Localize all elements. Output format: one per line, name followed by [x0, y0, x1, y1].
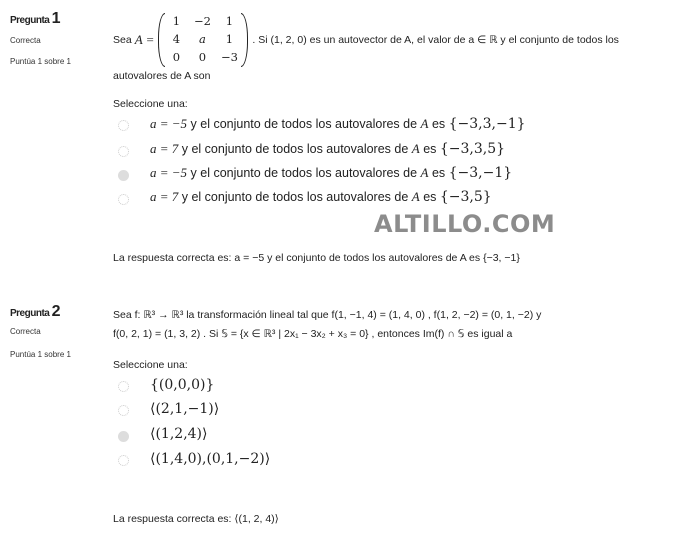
correct-answer: La respuesta correcta es: a = −5 y el conjunto de todos los autovalores de A es {−3, −1}: [113, 252, 520, 264]
question-status: Correcta: [10, 36, 41, 45]
option-math: a = −5: [150, 116, 188, 131]
option-set: {−3,3,−1}: [448, 116, 526, 132]
radio-option-1[interactable]: [118, 381, 129, 392]
matrix-cell: −2: [193, 14, 211, 28]
option-var: A: [420, 165, 429, 180]
question-number: 2: [51, 303, 61, 320]
option-text: y el conjunto de todos los autovalores de: [187, 166, 421, 180]
option-3[interactable]: ⟨(1,2,4)⟩: [150, 426, 208, 442]
option-4[interactable]: [150, 189, 492, 205]
question-1-prompt: [113, 12, 619, 68]
option-set: {−3,3,5}: [439, 141, 506, 157]
question-label: Pregunta: [10, 308, 50, 319]
option-text: y el conjunto de todos los autovalores de: [178, 190, 412, 204]
option-text: y el conjunto de todos los autovalores de: [187, 117, 421, 131]
radio-option-3-selected[interactable]: [118, 431, 129, 442]
option-1[interactable]: [150, 116, 526, 132]
option-4[interactable]: ⟨(1,4,0),(0,1,−2)⟩: [150, 451, 271, 467]
question-2-heading: [10, 303, 60, 321]
question-1-heading: [10, 10, 60, 28]
option-3[interactable]: [150, 165, 512, 181]
option-2[interactable]: [150, 141, 505, 157]
option-1[interactable]: {(0,0,0)}: [150, 377, 215, 393]
prompt-line2: f(0, 2, 1) = (1, 3, 2) . Si 𝕊 = {x ∈ ℝ³ | 2x₁ − 3x₂ + x₃ = 0} , entonces Im(f) ∩ 𝕊 es igual a: [113, 328, 513, 340]
prompt-pre: Sea: [113, 34, 132, 46]
question-status: Correcta: [10, 327, 41, 336]
option-es: es: [419, 142, 440, 156]
radio-option-4[interactable]: [118, 455, 129, 466]
radio-option-1[interactable]: [118, 120, 129, 131]
matrix-cell: 1: [225, 14, 234, 28]
option-es: es: [419, 190, 440, 204]
radio-option-2[interactable]: [118, 405, 129, 416]
question-score: Puntúa 1 sobre 1: [10, 57, 71, 66]
option-math: a = 7: [150, 189, 179, 204]
radio-option-4[interactable]: [118, 194, 129, 205]
option-2[interactable]: ⟨(2,1,−1)⟩: [150, 401, 220, 417]
radio-option-3-selected[interactable]: [118, 170, 129, 181]
matrix-name: A =: [134, 32, 155, 47]
option-es: es: [428, 117, 449, 131]
prompt-line1: Sea f: ℝ³ → ℝ³ la transformación lineal tal que f(1, −1, 4) = (1, 4, 0) , f(1, 2, −2) = (0, 1, −2) y: [113, 309, 542, 321]
matrix-cell: −3: [220, 50, 238, 64]
select-label: Seleccione una:: [113, 359, 188, 371]
matrix-cell: a: [198, 32, 206, 46]
watermark: ALTILLO.COM: [374, 210, 556, 238]
matrix-a: [158, 12, 248, 68]
question-number: 1: [51, 10, 61, 27]
correct-answer: La respuesta correcta es: ⟨(1, 2, 4)⟩: [113, 513, 279, 525]
question-score: Puntúa 1 sobre 1: [10, 350, 71, 359]
matrix-cell: 0: [198, 50, 207, 64]
option-math: a = −5: [150, 165, 188, 180]
option-var: A: [411, 189, 420, 204]
select-label: Seleccione una:: [113, 98, 188, 110]
matrix-cell: 4: [172, 32, 181, 46]
matrix-cell: 0: [172, 50, 181, 64]
option-es: es: [428, 166, 449, 180]
prompt-line2: autovalores de A son: [113, 70, 211, 82]
radio-option-2[interactable]: [118, 146, 129, 157]
option-var: A: [420, 116, 429, 131]
matrix-cell: 1: [225, 32, 234, 46]
question-label: Pregunta: [10, 15, 50, 26]
option-set: {−3,5}: [439, 189, 492, 205]
matrix-cell: 1: [172, 14, 181, 28]
prompt-post: . Si (1, 2, 0) es un autovector de A, el valor de a ∈ ℝ y el conjunto de todos los: [252, 34, 619, 46]
option-set: {−3,−1}: [448, 165, 513, 181]
option-text: y el conjunto de todos los autovalores de: [178, 142, 412, 156]
option-math: a = 7: [150, 141, 179, 156]
option-var: A: [411, 141, 420, 156]
